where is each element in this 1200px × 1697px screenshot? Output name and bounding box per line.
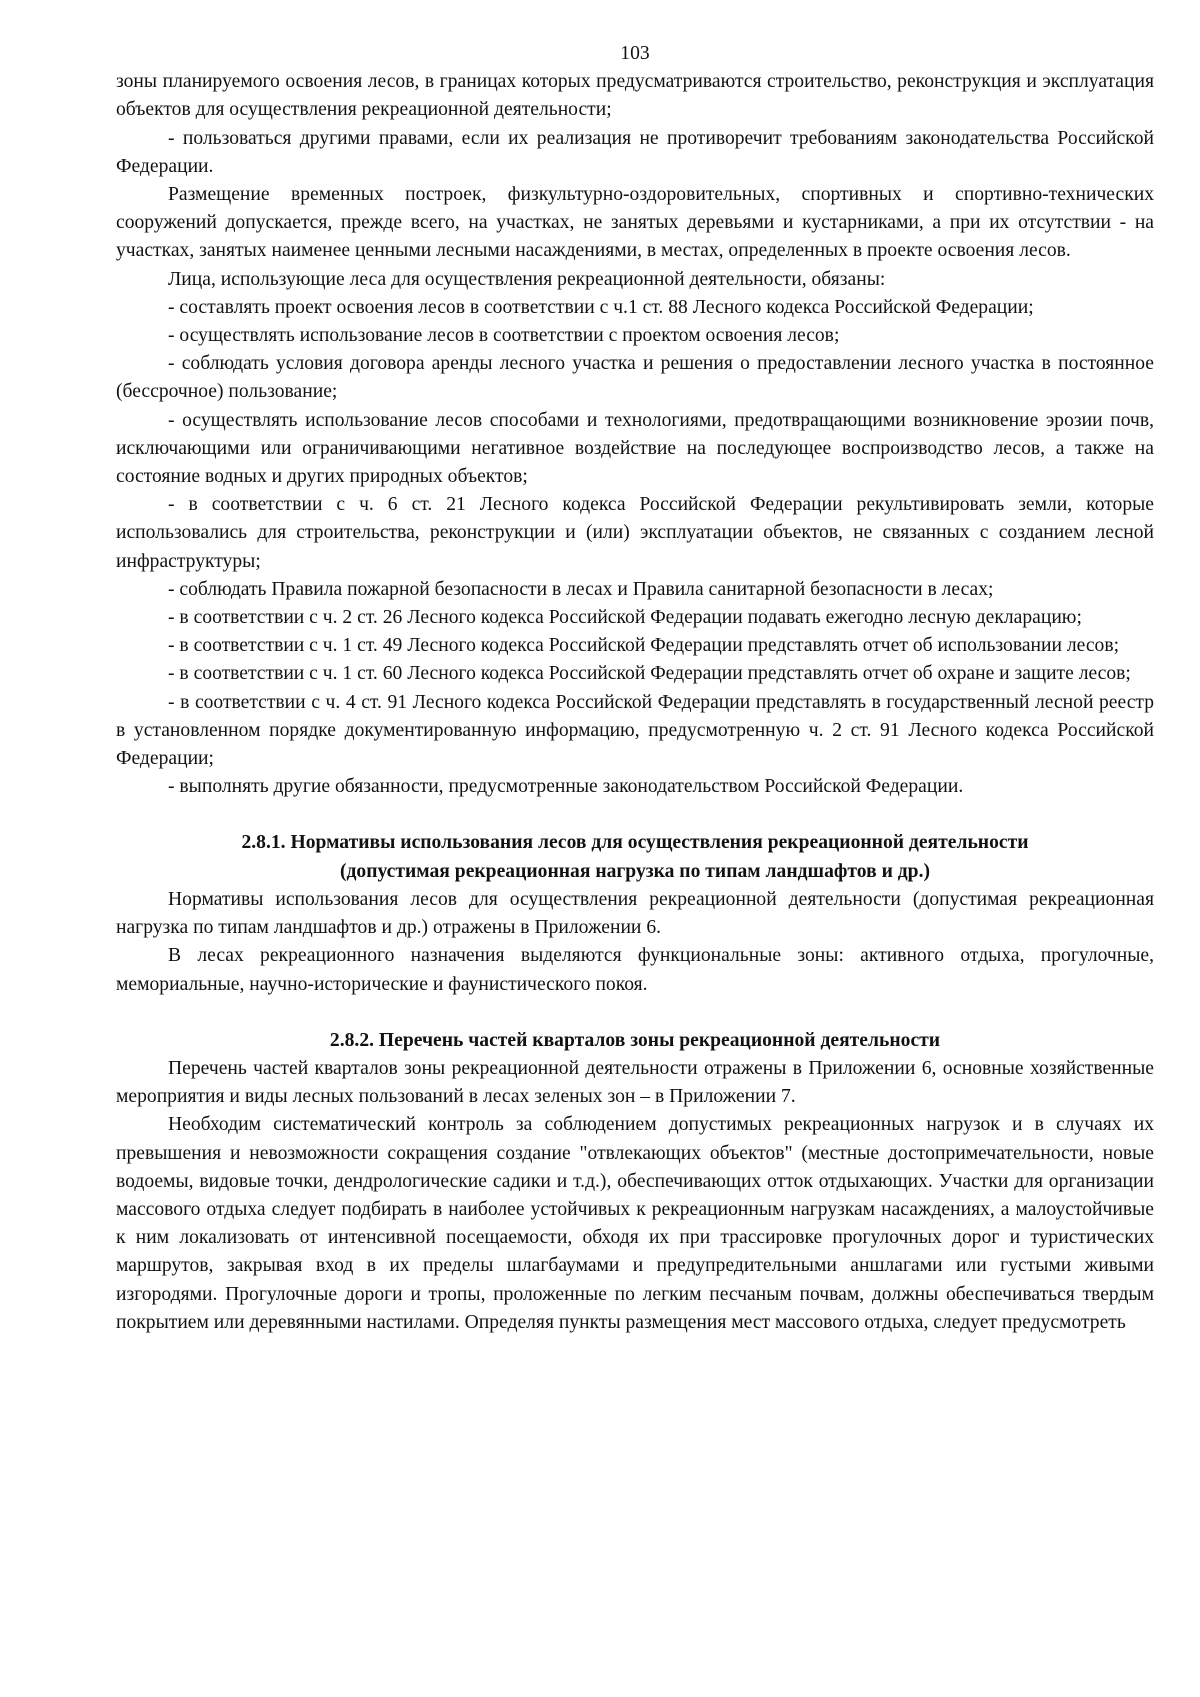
section-heading: 2.8.1. Нормативы использования лесов для осуществления рекреационной деятельности [241,832,1029,854]
paragraph: зоны планируемого освоения лесов, в границах которых предусматриваются строительство, реконструкция и эксплуатация объектов для осуществления рекреационной деятельности; [116,71,1154,121]
list-item: - составлять проект освоения лесов в соответствии с ч.1 ст. 88 Лесного кодекса Российской Федерации; [168,296,1034,318]
paragraph: Перечень частей кварталов зоны рекреационной деятельности отражены в Приложении 6, основные хозяйственные мероприятия и виды лесных пользований в лесах зеленых зон – в Приложении 7. [116,1057,1154,1108]
list-item: - в соответствии с ч. 1 ст. 49 Лесного кодекса Российской Федерации представлять отчет об использовании лесов; [168,635,1120,657]
section-gap [116,801,1154,829]
section-heading-subtitle: (допустимая рекреационная нагрузка по типам ландшафтов и др.) [339,860,931,882]
list-item: - в соответствии с ч. 2 ст. 26 Лесного кодекса Российской Федерации подавать ежегодно лесную декларацию; [168,607,1082,629]
paragraph: Необходим систематический контроль за соблюдением допустимых рекреационных нагрузок и в случаях их превышения и невозможности сокращения создание "отвлекающих объектов" (местные достопримечательности, новые водоемы, видовые точки, дендрологические садики и т.д.), обеспечивающих отток отдыхающих. Участки для организации массового отдыха следует подбирать в наиболее устойчивых к рекреационным нагрузкам насаждениях, а малоустойчивые к ним локализовать от интенсивной посещаемости, обходя их при трассировке прогулочных дорог и туристических маршрутов, закрывая вход в их пределы шлагбаумами и предупредительными аншлагами или густыми живыми изгородями. Прогулочные дороги и тропы, проложенные по легким песчаным почвам, должны обеспечиваться твердым покрытием или деревянными настилами. Определяя пункты размещения мест массового отдыха, следует предусмотреть [116,1114,1154,1333]
list-item: - соблюдать условия договора аренды лесного участка и решения о предоставлении лесного участка в постоянное (бессрочное) пользование; [116,353,1154,403]
paragraph: Лица, использующие леса для осуществления рекреационной деятельности, обязаны: [168,268,886,290]
list-item: - в соответствии с ч. 1 ст. 60 Лесного кодекса Российской Федерации представлять отчет об охране и защите лесов; [168,663,1131,685]
list-item: - осуществлять использование лесов способами и технологиями, предотвращающими возникновение эрозии почв, исключающими или ограничивающими негативное воздействие на последующее воспроизводство лесов, а также на состояние водных и других природных объектов; [116,409,1154,488]
list-item: - в соответствии с ч. 6 ст. 21 Лесного кодекса Российской Федерации рекультивировать земли, которые использовались для строительства, реконструкции и (или) эксплуатации объектов, не связанных с созданием лесной инфраструктуры; [116,494,1154,572]
list-item: - осуществлять использование лесов в соответствии с проектом освоения лесов; [168,325,840,347]
paragraph: - пользоваться другими правами, если их реализация не противоречит требованиям законодательства Российской Федерации. [116,127,1154,177]
list-item: - выполнять другие обязанности, предусмотренные законодательством Российской Федерации. [168,776,964,798]
section-gap [116,999,1154,1027]
paragraph: Размещение временных построек, физкультурно-оздоровительных, спортивных и спортивно-технических сооружений допускается, прежде всего, на участках, не занятых деревьями и кустарниками, а при их отсутствии - на участках, занятых наименее ценными лесными насаждениями, в местах, определенных в проекте освоения лесов. [116,184,1154,262]
list-item: - соблюдать Правила пожарной безопасности в лесах и Правила санитарной безопасности в лесах; [168,578,994,600]
paragraph: Нормативы использования лесов для осуществления рекреационной деятельности (допустимая рекреационная нагрузка по типам ландшафтов и др.) отражены в Приложении 6. [116,888,1154,939]
section-heading: 2.8.2. Перечень частей кварталов зоны рекреационной деятельности [329,1029,941,1051]
paragraph: В лесах рекреационного назначения выделяются функциональные зоны: активного отдыха, прогулочные, мемориальные, научно-исторические и фаунистического покоя. [116,945,1154,995]
page-number: 103 [620,43,650,64]
list-item: - в соответствии с ч. 4 ст. 91 Лесного кодекса Российской Федерации представлять в государственный лесной реестр в установленном порядке документированную информацию, предусмотренную ч. 2 ст. 91 Лесного кодекса Российской Федерации; [116,691,1154,770]
document-page [116,40,1154,1337]
